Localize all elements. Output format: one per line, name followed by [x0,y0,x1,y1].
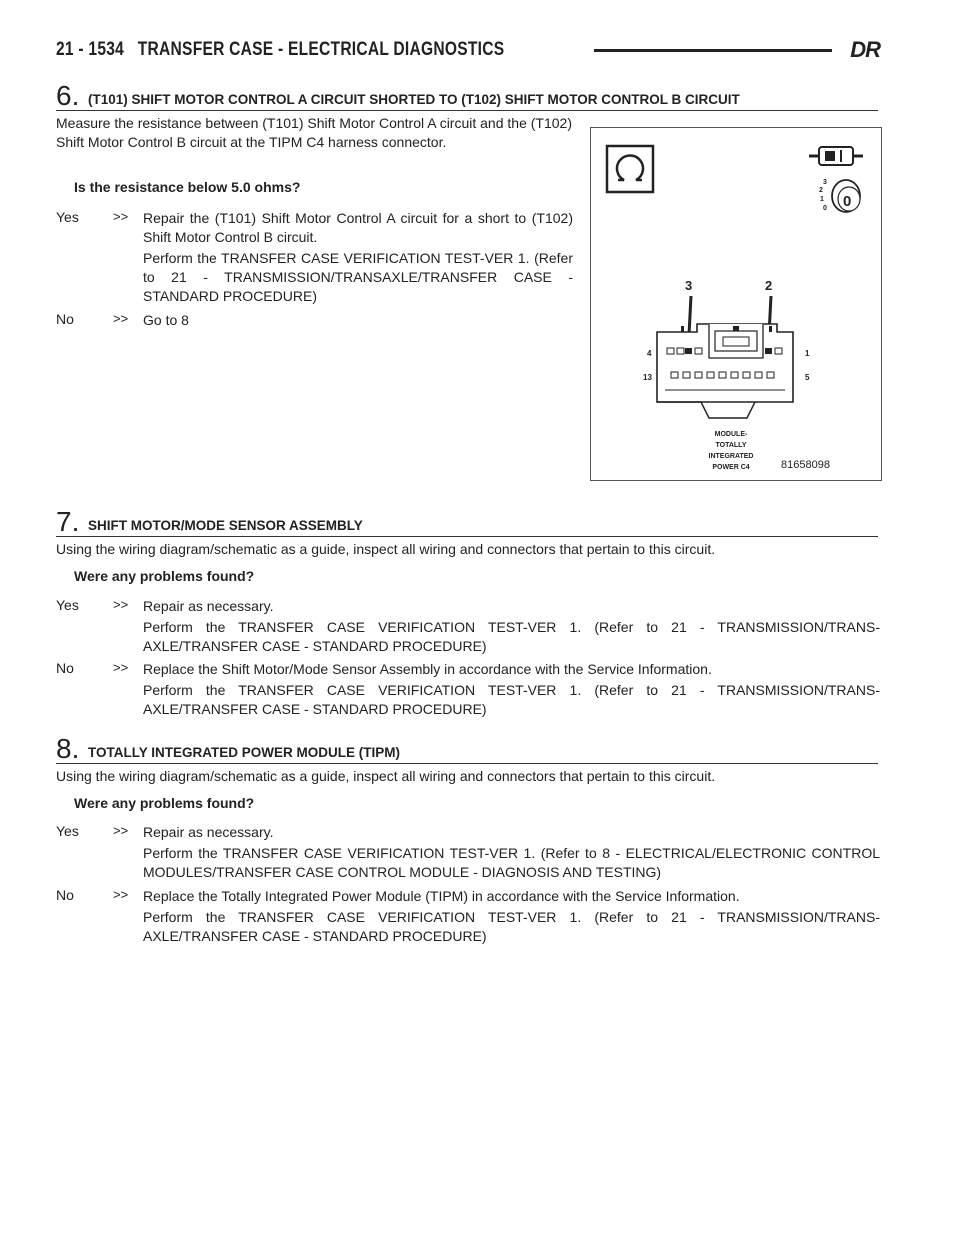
step6-no-label: No [56,311,74,327]
step7-no-label: No [56,660,74,676]
step8-no-text2: Perform the TRANSFER CASE VERIFICATION TEST-VER 1. (Refer to 21 - TRANSMISSION/TRANS-AXLE/TRANSFER CASE - STANDARD PROCEDURE) [143,909,880,944]
step7-yes-label: Yes [56,597,79,613]
step8-no-arrow: >> [113,887,129,902]
step6-yes-label: Yes [56,209,79,225]
step7-no-text: Replace the Shift Motor/Mode Sensor Assembly in accordance with the Service Information. [143,661,712,677]
pin-label-3: 3 [685,278,693,293]
dial-3: 3 [823,179,827,186]
step7-number: 7. [56,506,80,537]
tipm-c4-connector [657,324,793,418]
page-header-title [56,39,504,61]
section-title: TRANSFER CASE - ELECTRICAL DIAGNOSTICS [137,39,505,60]
step6-heading [56,80,878,111]
row2-right-label: 5 [805,373,810,382]
step8-title: TOTALLY INTEGRATED POWER MODULE (TIPM) [88,745,400,760]
caption-line4: POWER C4 [712,464,750,471]
step6-question: Is the resistance below 5.0 ohms? [74,179,301,195]
step8-yes-text2: Perform the TRANSFER CASE VERIFICATION TEST-VER 1. (Refer to 8 - ELECTRICAL/ELECTRONIC CONTROL MODULES/TRANSFER CASE CONTROL MODULE - DIAGNOSIS AND TESTING) [143,845,880,880]
row1-left-label: 4 [647,349,652,358]
plug-icon [809,147,863,165]
step8-yes-text: Repair as necessary. [143,824,274,840]
step6-yes-arrow: >> [113,209,129,224]
ohm-symbol-icon [607,146,653,192]
dial-1: 1 [820,196,824,203]
step7-no-text2: Perform the TRANSFER CASE VERIFICATION TEST-VER 1. (Refer to 21 - TRANSMISSION/TRANS-AXLE/TRANSFER CASE - STANDARD PROCEDURE) [143,682,880,717]
step8-instruction: Using the wiring diagram/schematic as a guide, inspect all wiring and connectors that pertain to this circuit. [56,768,716,784]
step6-title: (T101) SHIFT MOTOR CONTROL A CIRCUIT SHORTED TO (T102) SHIFT MOTOR CONTROL B CIRCUIT [88,92,740,107]
step6-yes-text2: Perform the TRANSFER CASE VERIFICATION TEST-VER 1. (Refer to 21 - TRANSMISSION/TRANSAXLE/TRANSFER CASE - STANDARD PROCEDURE) [143,250,573,304]
step7-title: SHIFT MOTOR/MODE SENSOR ASSEMBLY [88,518,363,533]
page-header [56,38,880,62]
step6-no-text: Go to 8 [143,312,189,328]
ignition-switch-icon [819,179,860,212]
step8-no-text: Replace the Totally Integrated Power Module (TIPM) in accordance with the Service Information. [143,888,740,904]
header-rule [594,49,832,52]
step6-yes-text: Repair the (T101) Shift Motor Control A circuit for a short to (T102) Shift Motor Control B circuit. [143,210,573,245]
figure-caption [709,431,754,471]
step7-yes-text2: Perform the TRANSFER CASE VERIFICATION TEST-VER 1. (Refer to 21 - TRANSMISSION/TRANS-AXLE/TRANSFER CASE - STANDARD PROCEDURE) [143,619,880,654]
figure-id: 81658098 [781,459,830,471]
step6-no-arrow: >> [113,311,129,326]
connector-figure [590,127,882,481]
page-ref: 21 - 1534 [56,39,125,60]
dial-0: 0 [823,205,827,212]
dial-2: 2 [819,187,823,194]
row1-right-label: 1 [805,349,810,358]
step8-yes-arrow: >> [113,823,129,838]
pin-label-2: 2 [765,278,773,293]
step7-instruction: Using the wiring diagram/schematic as a guide, inspect all wiring and connectors that pertain to this circuit. [56,541,716,557]
step7-no-arrow: >> [113,660,129,675]
step8-number: 8. [56,733,80,764]
step8-question: Were any problems found? [74,795,255,811]
connector-diagram [591,128,881,480]
row2-left-label: 13 [643,373,652,382]
caption-line1: MODULE- [714,431,748,438]
step8-yes-label: Yes [56,823,79,839]
step7-yes-text: Repair as necessary. [143,598,274,614]
brand-label: DR [850,37,880,62]
step8-no-label: No [56,887,74,903]
step6-instruction: Measure the resistance between (T101) Shift Motor Control A circuit and the (T102) Shift Motor Control B circuit at the TIPM C4 harness connector. [56,115,572,150]
caption-line2: TOTALLY [715,442,747,449]
step6-number: 6. [56,80,80,111]
step7-yes-arrow: >> [113,597,129,612]
step8-heading [56,733,878,764]
step7-heading [56,506,878,537]
step7-question: Were any problems found? [74,568,255,584]
dial-value: 0 [843,193,852,210]
caption-line3: INTEGRATED [708,453,754,460]
